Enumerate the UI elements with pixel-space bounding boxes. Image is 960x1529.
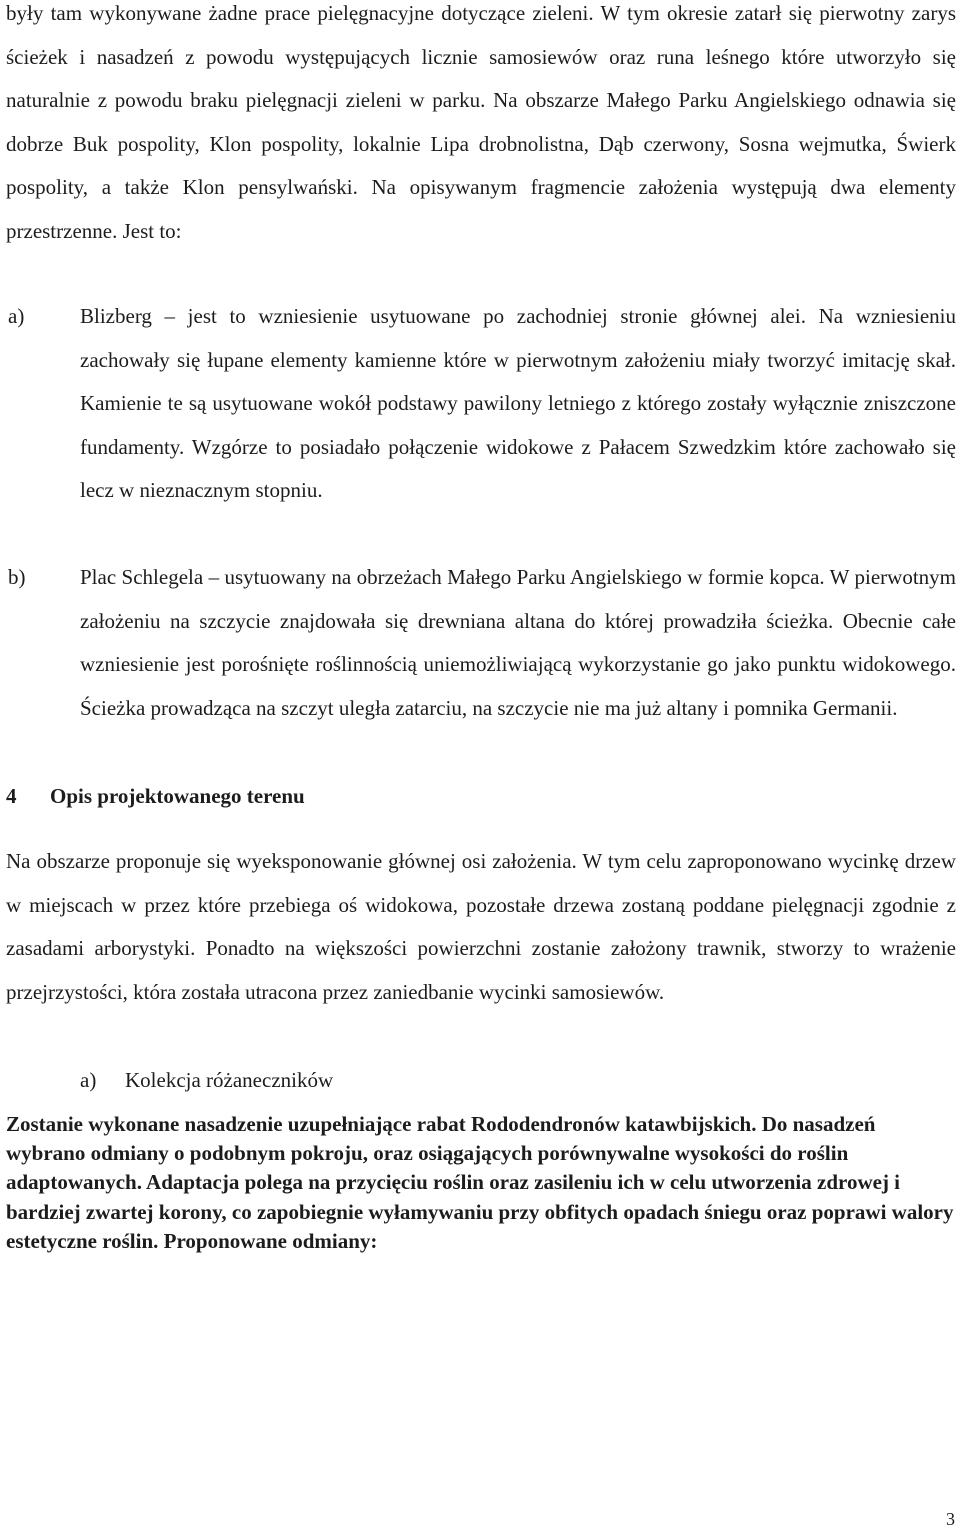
- list-item-a-text: Blizberg – jest to wzniesienie usytuowane po zachodniej stronie głównej alei. Na wzniesieniu zachowały się łupane elementy kamienne które w pierwotnym założeniu miały tworzyć imitację skał. Kamienie te są usytuowane wokół podstawy pawilony letniego z którego zostały wyłącznie zniszczone fundamenty. Wzgórze to posiadało połączenie widokowe z Pałacem Szwedzkim które zachowało się lecz w nieznacznym stopniu.: [80, 304, 956, 503]
- list-item-b: [8, 556, 956, 730]
- section-title: Opis projektowanego terenu: [50, 784, 305, 808]
- bold-paragraph: Zostanie wykonane nasadzenie uzupełniające rabat Rododendronów katawbijskich. Do nasadzeń wybrano odmiany o podobnym pokroju, oraz osiągających porównywalne wysokości do roślin adaptowanych. Adaptacja polega na przycięciu roślin oraz zasileniu ich w celu utworzenia zdrowej i bardziej zwartej korony, co zapobiegnie wyłamywaniu przy obfitych opadach śniegu oraz poprawi walory estetyczne roślin. Proponowane odmiany:: [6, 1112, 954, 1253]
- intro-paragraph: były tam wykonywane żadne prace pielęgnacyjne dotyczące zieleni. W tym okresie zatarł się pierwotny zarys ścieżek i nasadzeń z powodu występujących licznie samosiewów oraz runa leśnego które utworzyło się naturalnie z powodu braku pielęgnacji zieleni w parku. Na obszarze Małego Parku Angielskiego odnawia się dobrze Buk pospolity, Klon pospolity, lokalnie Lipa drobnolistna, Dąb czerwony, Sosna wejmutka, Świerk pospolity, a także Klon pensylwański. Na opisywanym fragmencie założenia występują dwa elementy przestrzenne. Jest to:: [6, 1, 956, 243]
- subsection-title: Kolekcja różaneczników: [125, 1068, 334, 1092]
- section-number: 4: [6, 784, 17, 808]
- list-item-a: [8, 295, 956, 513]
- section-heading: [6, 780, 305, 812]
- list-item-b-text: Plac Schlegela – usytuowany na obrzeżach Małego Parku Angielskiego w formie kopca. W pierwotnym założeniu na szczycie znajdowała się drewniana altana do której prowadziła ścieżka. Obecnie całe wzniesienie jest porośnięte roślinnością uniemożliwiającą wykorzystanie go jako punktu widokowego. Ścieżka prowadząca na szczyt uległa zatarciu, na szczycie nie ma już altany i pomnika Germanii.: [80, 565, 956, 720]
- section-paragraph: Na obszarze proponuje się wyeksponowanie głównej osi założenia. W tym celu zaproponowano wycinkę drzew w miejscach w przez które przebiega oś widokowa, pozostałe drzewa zostaną poddane pielęgnacji zgodnie z zasadami arborystyki. Ponadto na większości powierzchni zostanie założony trawnik, stworzy to wrażenie przejrzystości, która została utracona przez zaniedbanie wycinki samosiewów.: [6, 849, 956, 1004]
- list-marker-a: a): [8, 304, 25, 328]
- subsection-marker: a): [80, 1068, 97, 1092]
- subsection-heading: [80, 1064, 333, 1096]
- page-number: 3: [946, 1509, 955, 1529]
- list-marker-b: b): [8, 565, 26, 589]
